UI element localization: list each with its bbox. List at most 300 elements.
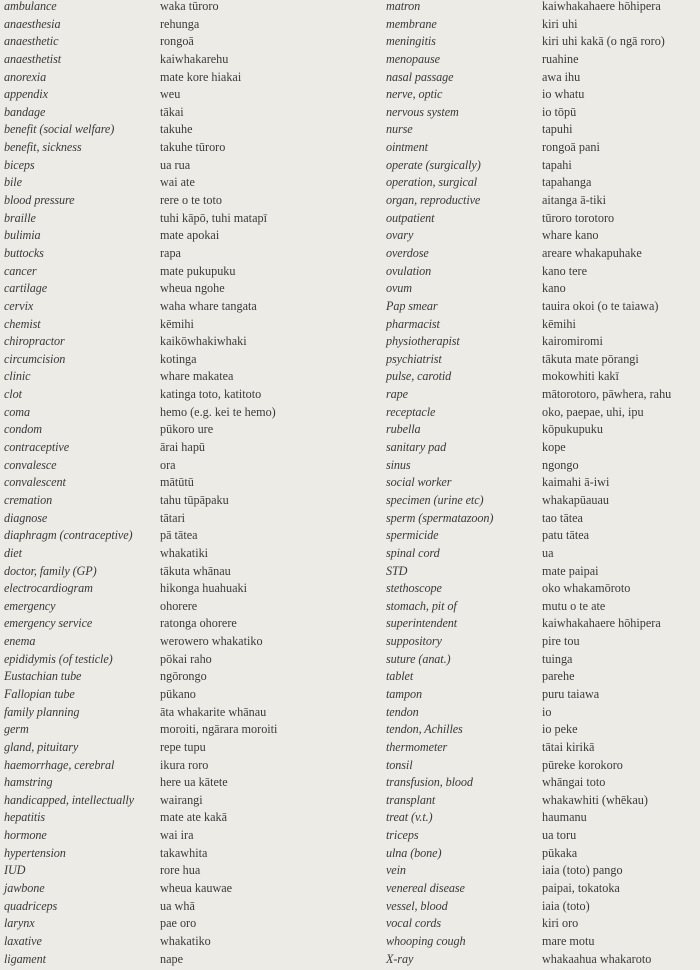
english-term: haemorrhage, cerebral [4,757,115,772]
english-term: sperm (spermatazoon) [386,510,494,525]
maori-translation: wairangi [160,792,203,807]
maori-translation: mātūtū [160,475,194,490]
glossary-entry [4,439,352,457]
maori-translation: kēmihi [160,316,194,331]
english-term: sanitary pad [386,440,447,455]
maori-translation: tapahi [542,157,572,172]
glossary-entry [4,527,352,545]
english-term: outpatient [386,210,435,225]
english-term: suture (anat.) [386,651,451,666]
glossary-entry [4,298,352,316]
english-term: treat (v.t.) [386,810,433,825]
english-term: matron [386,0,421,13]
english-term: nurse [386,122,413,137]
maori-translation: kēmihi [542,316,576,331]
glossary-entry [4,774,352,792]
english-term: stethoscope [386,581,442,596]
english-term: emergency service [4,616,93,631]
glossary-entry [4,33,352,51]
english-term: hypertension [4,845,66,860]
glossary-entry [4,598,352,616]
maori-translation: rore hua [160,863,201,878]
maori-translation: mate pukupuku [160,263,236,278]
english-term: stomach, pit of [386,598,457,613]
maori-translation: kairomiromi [542,334,603,349]
english-term: receptacle [386,404,436,419]
glossary-entry [4,386,352,404]
glossary-entry [386,86,700,104]
english-term: diaphragm (contraceptive) [4,528,133,543]
maori-translation: pā tātea [160,528,198,543]
maori-translation: whakatiko [160,933,211,948]
maori-translation: rongoā [160,34,194,49]
glossary-entry [386,333,700,351]
glossary-entry [4,51,352,69]
glossary-entry [4,316,352,334]
english-term: meningitis [386,34,436,49]
english-term: anorexia [4,69,47,84]
english-term: epididymis (of testicle) [4,651,113,666]
maori-translation: io whatu [542,87,585,102]
maori-translation: whāngai toto [542,775,606,790]
maori-translation: tauira okoi (o te taiawa) [542,298,659,313]
maori-translation: awa ihu [542,69,581,84]
glossary-entry [4,563,352,581]
maori-translation: hikonga huahuaki [160,581,247,596]
maori-translation: wai ate [160,175,195,190]
glossary-entry [4,668,352,686]
english-term: handicapped, intellectually [4,792,134,807]
english-term: bile [4,175,22,190]
maori-translation: pire tou [542,634,580,649]
glossary-entry [386,69,700,87]
glossary-entry [386,510,700,528]
maori-translation: kano tere [542,263,588,278]
glossary-entry [386,845,700,863]
maori-translation: rongoā pani [542,140,600,155]
maori-translation: ārai hapū [160,440,206,455]
english-term: quadriceps [4,898,58,913]
maori-translation: haumanu [542,810,587,825]
maori-translation: patu tātea [542,528,590,543]
maori-translation: pae oro [160,916,197,931]
maori-translation: mate kore hiakai [160,69,242,84]
maori-translation: tahu tūpāpaku [160,492,229,507]
english-term: braille [4,210,36,225]
glossary-entry [386,245,700,263]
maori-translation: kiri uhi kakā (o ngā roro) [542,34,665,49]
maori-translation: oko whakamōroto [542,581,631,596]
english-term: laxative [4,933,42,948]
maori-translation: ua toru [542,828,577,843]
english-term: vein [386,863,406,878]
maori-translation: ngongo [542,457,579,472]
glossary-entry [386,527,700,545]
maori-translation: mare motu [542,933,595,948]
english-term: Eustachian tube [4,669,82,684]
english-term: nasal passage [386,69,454,84]
glossary-entry [4,739,352,757]
glossary-entry [4,421,352,439]
maori-translation: paipai, tokatoka [542,881,620,896]
glossary-entry [4,139,352,157]
english-term: tonsil [386,757,413,772]
maori-translation: pūkano [160,686,196,701]
glossary-entry [386,951,700,969]
english-term: convalesce [4,457,57,472]
english-term: germ [4,722,29,737]
glossary-entry [386,809,700,827]
english-term: menopause [386,51,440,66]
maori-translation: kaikōwhakiwhaki [160,334,247,349]
english-term: ulna (bone) [386,845,442,860]
english-term: cremation [4,492,53,507]
glossary-entry [4,580,352,598]
maori-translation: io [542,704,552,719]
english-term: biceps [4,157,35,172]
english-term: whooping cough [386,933,466,948]
glossary-right-column [386,0,700,968]
glossary-entry [386,457,700,475]
maori-translation: ikura roro [160,757,209,772]
english-term: spermicide [386,528,439,543]
english-term: bandage [4,104,46,119]
maori-translation: kōpukupuku [542,422,603,437]
maori-translation: werowero whakatiko [160,634,263,649]
english-term: nerve, optic [386,87,443,102]
glossary-entry [386,598,700,616]
glossary-entry [4,210,352,228]
glossary-entry [4,862,352,880]
glossary-entry [386,915,700,933]
english-term: triceps [386,828,419,843]
english-term: hormone [4,828,47,843]
glossary-entry [386,280,700,298]
glossary-left-column [4,0,352,968]
glossary-entry [4,721,352,739]
english-term: tendon, Achilles [386,722,463,737]
glossary-entry [386,792,700,810]
glossary-entry [4,809,352,827]
glossary-entry [386,404,700,422]
maori-translation: kiri oro [542,916,579,931]
english-term: cancer [4,263,37,278]
english-term: electrocardiogram [4,581,93,596]
glossary-entry [4,245,352,263]
maori-translation: tuhi kāpō, tuhi matapī [160,210,267,225]
english-term: buttocks [4,245,44,260]
english-term: vocal cords [386,916,441,931]
glossary-entry [4,545,352,563]
english-term: venereal disease [386,881,465,896]
glossary-entry [4,16,352,34]
maori-translation: kano [542,281,566,296]
english-term: rubella [386,422,421,437]
maori-translation: ratonga ohorere [160,616,237,631]
maori-translation: tākuta whānau [160,563,231,578]
maori-translation: aitanga ā-tiki [542,193,606,208]
maori-translation: io peke [542,722,578,737]
english-term: transplant [386,792,436,807]
glossary-entry [4,686,352,704]
maori-translation: moroiti, ngārara moroiti [160,722,278,737]
glossary-entry [386,668,700,686]
glossary-entry [4,915,352,933]
english-term: anaesthetic [4,34,59,49]
english-term: sinus [386,457,411,472]
maori-translation: tapahanga [542,175,592,190]
glossary-entry [386,615,700,633]
glossary-entry [386,210,700,228]
english-term: tampon [386,686,422,701]
maori-translation: puru taiawa [542,686,600,701]
glossary-entry [386,827,700,845]
english-term: blood pressure [4,193,75,208]
maori-translation: tūroro torotoro [542,210,615,225]
maori-translation: here ua kātete [160,775,228,790]
maori-translation: oko, paepae, uhi, ipu [542,404,644,419]
glossary-entry [386,0,700,16]
glossary-entry [4,192,352,210]
glossary-entry [4,351,352,369]
english-term: ovary [386,228,414,243]
maori-translation: mate ate kakā [160,810,227,825]
english-term: jawbone [4,881,45,896]
english-term: ointment [386,140,428,155]
glossary-entry [386,880,700,898]
maori-translation: tapuhi [542,122,573,137]
english-term: coma [4,404,30,419]
maori-translation: hemo (e.g. kei te hemo) [160,404,276,419]
glossary-entry [4,86,352,104]
glossary-entry [4,457,352,475]
english-term: tablet [386,669,414,684]
glossary-entry [386,174,700,192]
maori-translation: tao tātea [542,510,583,525]
maori-translation: takawhita [160,845,208,860]
english-term: pharmacist [386,316,440,331]
glossary-entry [386,774,700,792]
maori-translation: nape [160,951,184,966]
glossary-entry [386,16,700,34]
glossary-entry [4,615,352,633]
maori-translation: iaia (toto) pango [542,863,623,878]
maori-translation: rehunga [160,16,200,31]
english-term: Fallopian tube [4,686,75,701]
glossary-entry [386,686,700,704]
english-term: contraceptive [4,440,70,455]
english-term: superintendent [386,616,458,631]
english-term: overdose [386,245,429,260]
glossary-entry [386,721,700,739]
glossary-entry [386,51,700,69]
maori-translation: ngōrongo [160,669,207,684]
english-term: clinic [4,369,31,384]
english-term: anaesthetist [4,51,62,66]
maori-translation: tātari [160,510,186,525]
glossary-entry [4,933,352,951]
glossary-entry [386,227,700,245]
glossary-entry [386,33,700,51]
english-term: circumcision [4,351,66,366]
maori-translation: wheua kauwae [160,881,233,896]
glossary-entry [4,474,352,492]
glossary-entry [4,704,352,722]
glossary-entry [386,421,700,439]
maori-translation: areare whakapuhake [542,245,642,260]
english-term: organ, reproductive [386,193,481,208]
maori-translation: repe tupu [160,739,206,754]
maori-translation: iaia (toto) [542,898,590,913]
glossary-entry [4,174,352,192]
glossary-entry [4,0,352,16]
maori-translation: kaiwhakarehu [160,51,229,66]
maori-translation: kope [542,440,566,455]
english-term: family planning [4,704,80,719]
english-term: enema [4,634,36,649]
maori-translation: katinga toto, katitoto [160,387,262,402]
maori-translation: kaimahi ā-iwi [542,475,610,490]
glossary-entry [386,898,700,916]
maori-translation: ohorere [160,598,198,613]
glossary-entry [4,633,352,651]
english-term: bulimia [4,228,41,243]
glossary-entry [4,333,352,351]
glossary-entry [4,69,352,87]
glossary-entry [386,545,700,563]
english-term: cervix [4,298,34,313]
maori-translation: mutu o te ate [542,598,606,613]
english-term: cartilage [4,281,48,296]
glossary-entry [386,704,700,722]
maori-translation: kotinga [160,351,197,366]
english-term: ambulance [4,0,57,13]
glossary-entry [4,280,352,298]
english-term: membrane [386,16,437,31]
glossary-entry [386,139,700,157]
english-term: rape [386,387,408,402]
maori-translation: pūkaka [542,845,578,860]
maori-translation: ora [160,457,176,472]
glossary-entry [386,563,700,581]
english-term: operation, surgical [386,175,478,190]
glossary-entry [4,121,352,139]
english-term: ovum [386,281,412,296]
maori-translation: tākai [160,104,184,119]
maori-translation: whakawhiti (whēkau) [542,792,648,807]
glossary-entry [386,633,700,651]
glossary-entry [386,157,700,175]
maori-translation: kaiwhakahaere hōhipera [542,616,661,631]
maori-translation: whakapūauau [542,492,610,507]
maori-translation: ua rua [160,157,191,172]
english-term: gland, pituitary [4,739,79,754]
glossary-entry [386,933,700,951]
english-term: social worker [386,475,452,490]
maori-translation: rapa [160,245,181,260]
glossary-entry [4,757,352,775]
maori-translation: pūreke korokoro [542,757,623,772]
glossary-entry [386,298,700,316]
glossary-entry [4,792,352,810]
english-term: hamstring [4,775,53,790]
english-term: nervous system [386,104,459,119]
glossary-entry [4,104,352,122]
maori-translation: parehe [542,669,575,684]
english-term: emergency [4,598,56,613]
english-term: ovulation [386,263,432,278]
glossary-entry [4,898,352,916]
glossary-entry [386,862,700,880]
glossary-entry [386,263,700,281]
english-term: suppository [386,634,442,649]
english-term: physiotherapist [386,334,460,349]
english-term: specimen (urine etc) [386,492,484,507]
english-term: appendix [4,87,48,102]
maori-translation: waka tūroro [160,0,219,13]
maori-translation: tuinga [542,651,573,666]
maori-translation: āta whakarite whānau [160,704,267,719]
glossary-entry [4,510,352,528]
english-term: chiropractor [4,334,65,349]
glossary-entry [4,227,352,245]
english-term: spinal cord [386,545,440,560]
glossary-entry [4,827,352,845]
glossary-entry [386,580,700,598]
glossary-entry [386,757,700,775]
maori-translation: kiri uhi [542,16,578,31]
glossary-entry [4,263,352,281]
maori-translation: kaiwhakahaere hōhipera [542,0,661,13]
glossary-entry [386,651,700,669]
glossary-entry [386,439,700,457]
glossary-entry [4,845,352,863]
maori-translation: tākuta mate pōrangi [542,351,639,366]
maori-translation: wheua ngohe [160,281,225,296]
english-term: Pap smear [386,298,438,313]
english-term: psychiatrist [386,351,442,366]
maori-translation: whare makatea [160,369,234,384]
maori-translation: rere o te toto [160,193,222,208]
glossary-entry [4,651,352,669]
glossary-entry [4,368,352,386]
glossary-entry [4,951,352,969]
glossary-entry [386,316,700,334]
maori-translation: mate apokai [160,228,220,243]
english-term: clot [4,387,22,402]
glossary-entry [386,492,700,510]
maori-translation: ruahine [542,51,579,66]
glossary-entry [4,157,352,175]
english-term: tendon [386,704,419,719]
maori-translation: pūkoro ure [160,422,214,437]
maori-translation: mātorotoro, pāwhera, rahu [542,387,672,402]
english-term: larynx [4,916,35,931]
glossary-entry [386,104,700,122]
english-term: operate (surgically) [386,157,481,172]
english-term: pulse, carotid [386,369,452,384]
maori-translation: ua [542,545,554,560]
maori-translation: whakatiki [160,545,209,560]
english-term: chemist [4,316,41,331]
glossary-entry [4,880,352,898]
glossary-entry [386,368,700,386]
glossary-entry [386,192,700,210]
english-term: benefit (social welfare) [4,122,115,137]
glossary-entry [386,474,700,492]
glossary-entry [386,351,700,369]
maori-translation: waha whare tangata [160,298,257,313]
